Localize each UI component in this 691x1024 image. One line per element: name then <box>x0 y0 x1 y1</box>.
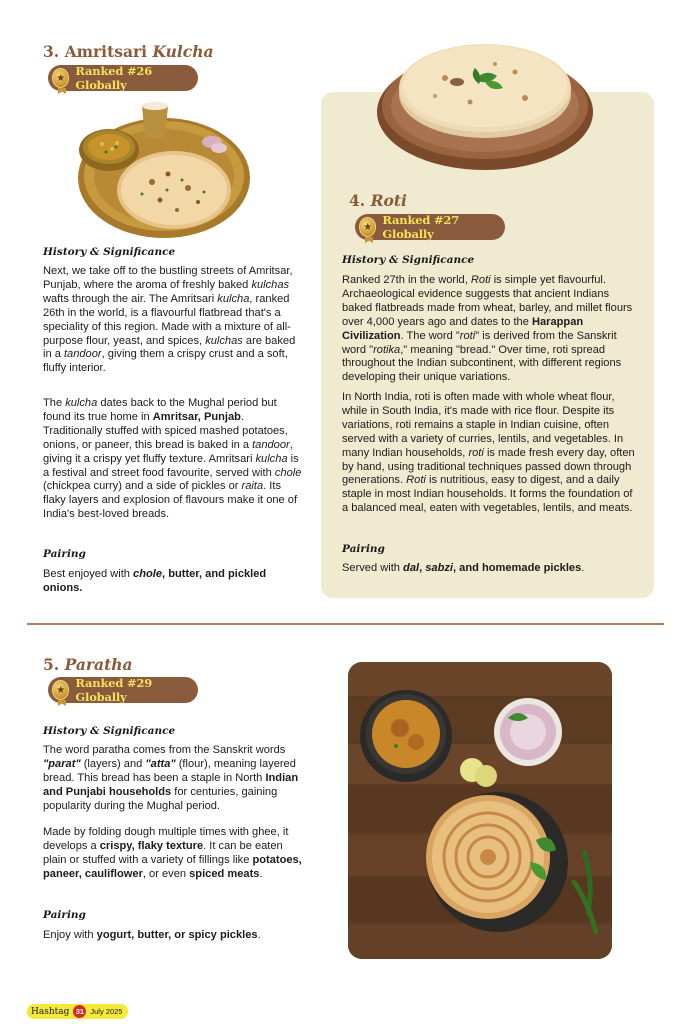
kulcha-thali-image <box>72 92 252 242</box>
text-run: is nutritious, easy to digest, and a daily staple in most Indian households. It forms the foundation of a balanced meal, eaten with vegetables, lentils, and meats. <box>342 474 633 515</box>
text-run: roti <box>468 446 484 459</box>
roti-history-paragraph-2 <box>342 391 638 516</box>
text-run: raita <box>241 480 264 493</box>
text-run: . <box>581 562 585 574</box>
text-run: chole <box>133 568 163 580</box>
text-run: kulchas <box>205 334 243 347</box>
paratha-rank-text: Ranked #29 Globally <box>75 676 153 704</box>
text-run: "parat" <box>43 757 81 770</box>
text-run: ," meaning "bread." Over time, roti spread throughout the Indian subcontinent, with different regions developing their unique variations. <box>342 343 622 384</box>
medal-icon: ★ <box>359 217 376 237</box>
paratha-history-paragraph-2 <box>43 826 305 882</box>
text-run: Ranked 27th in the world, <box>342 274 471 286</box>
kulcha-name-italic: Kulcha <box>152 42 214 61</box>
text-run: kulchas <box>251 278 290 291</box>
text-run: (flour), meaning layered bread. This bread has been a staple in North <box>43 757 296 784</box>
text-run: , giving it a crispy yet fluffy texture. Amritsari <box>43 438 293 465</box>
text-run: is made fresh every day, often by hand, using traditional techniques passed down through generations. <box>342 446 635 487</box>
text-run: chole <box>274 466 302 479</box>
roti-title <box>349 191 407 210</box>
text-run: . Traditionally stuffed with spiced mashed potatoes, onions, or paneer, this bread is baked in a <box>43 410 288 451</box>
medal-icon: ★ <box>52 68 69 88</box>
kulcha-number: 3. <box>43 42 60 61</box>
text-run: crispy, flaky texture <box>99 839 204 852</box>
text-run: The word paratha comes from the Sanskrit words <box>43 744 286 756</box>
medal-icon: ★ <box>52 680 69 700</box>
paratha-pairing-heading: Pairing <box>43 909 86 921</box>
paratha-name: Paratha <box>64 655 133 674</box>
footer-date: July 2025 <box>90 1007 123 1016</box>
paratha-history-paragraph-1 <box>43 744 305 814</box>
text-run: wafts through the air. The Amritsari <box>43 292 218 305</box>
paratha-title <box>43 655 133 674</box>
kulcha-history-heading: History & Significance <box>43 246 176 258</box>
text-run: potatoes, paneer, cauliflower <box>43 853 302 880</box>
kulcha-pairing-text <box>43 568 293 596</box>
text-run: yogurt, butter, or spicy pickles <box>96 929 258 941</box>
text-run: are baked in a <box>43 334 296 361</box>
text-run: Amritsar, Punjab <box>152 410 241 423</box>
text-run: tandoor <box>63 348 102 361</box>
text-run: Enjoy with <box>43 929 97 941</box>
text-run: kulcha <box>217 292 250 305</box>
roti-number: 4. <box>349 191 366 210</box>
text-run: Made by folding dough multiple times with ghee, it develops a <box>43 826 289 852</box>
text-run: tandoor <box>252 438 290 451</box>
text-run: . Its flaky layers and explosion of flavours make it one of India's best-loved breads. <box>43 480 298 521</box>
text-run: Harappan Civilization <box>342 315 584 342</box>
text-run: "atta" <box>145 757 176 770</box>
text-run: . <box>257 929 261 941</box>
text-run: . The word " <box>400 329 460 342</box>
text-run: kulcha <box>255 452 288 465</box>
text-run: . It can be eaten plain or stuffed with a variety of fillings like <box>43 839 283 866</box>
text-run: Roti <box>470 274 491 286</box>
paratha-rank-badge <box>48 677 198 703</box>
text-run: , or even <box>142 867 190 880</box>
text-run: rotika <box>373 343 401 356</box>
text-run: is simple yet flavourful. Archaeological evidence suggests that ancient Indians baked flatbreads made from wheat, barley, and millet flours over 4,000 years ago and dates to the <box>342 274 633 328</box>
text-run: dates back to the Mughal period but found its true home in <box>43 397 277 423</box>
text-run: is a festival and street food favourite, served with <box>43 452 299 479</box>
kulcha-pairing-heading: Pairing <box>43 548 86 560</box>
text-run: , <box>419 562 426 574</box>
text-run: , and homemade pickles <box>453 562 582 574</box>
text-run: (chickpea curry) and a side of pickles or <box>43 480 242 493</box>
roti-rank-badge <box>355 214 505 240</box>
text-run: In North India, roti is often made with whole wheat flour, while in South India, it's made with rice flour. Despite its variations, roti remains a staple in Indian cuisine, often served with a variety of curries, lentils, and vegetables. In many Indian households, <box>342 391 624 459</box>
section-divider <box>27 623 664 625</box>
text-run: , butter, and pickled onions. <box>43 568 267 594</box>
paratha-pairing-text <box>43 929 305 943</box>
roti-name: Roti <box>370 191 407 210</box>
kulcha-rank-text: Ranked #26 Globally <box>75 64 153 92</box>
paratha-history-heading: History & Significance <box>43 725 176 737</box>
roti-image <box>375 36 597 176</box>
kulcha-name: Amritsari <box>64 42 148 61</box>
text-run: for centuries, gaining popularity during the Mughal period. <box>43 785 278 812</box>
roti-pairing-heading: Pairing <box>342 543 385 555</box>
text-run: Indian and Punjabi households <box>43 771 299 798</box>
text-run: , giving them a crispy crust and a soft, fluffy interior. <box>43 348 288 375</box>
roti-pairing-text <box>342 562 638 576</box>
text-run: (layers) and <box>80 757 146 770</box>
kulcha-history-paragraph-1 <box>43 265 305 376</box>
text-run: dal <box>403 562 420 574</box>
kulcha-title <box>43 42 214 61</box>
text-run: roti <box>459 329 476 342</box>
kulcha-rank-badge <box>48 65 198 91</box>
text-run: sabzi <box>425 562 453 574</box>
text-run: kulcha <box>65 397 98 409</box>
text-run: , ranked 26th in the world, is a flavourful flatbread that's a speciality of this region. Made with a mixture of all-purpose flour, yeast, and spices, <box>43 292 291 347</box>
page-number: 31 <box>73 1005 86 1018</box>
text-run: Next, we take off to the bustling streets of Amritsar, Punjab, where the aroma of freshly baked <box>43 265 293 291</box>
kulcha-history-paragraph-2 <box>43 397 303 522</box>
text-run: spiced meats <box>189 867 260 880</box>
text-run: Roti <box>406 474 426 487</box>
text-run: . <box>259 867 263 880</box>
text-run: Served with <box>342 562 404 574</box>
text-run: Best enjoyed with <box>43 568 134 580</box>
text-run: " is derived from the Sanskrit word " <box>342 329 617 356</box>
paratha-number: 5. <box>43 655 60 674</box>
paratha-image <box>348 662 612 959</box>
footer-bar <box>27 1004 128 1019</box>
text-run: The <box>43 397 66 409</box>
roti-history-heading: History & Significance <box>342 254 475 266</box>
footer-logo: Hashtag <box>31 1006 70 1017</box>
roti-rank-text: Ranked #27 Globally <box>382 213 460 241</box>
roti-history-paragraph-1 <box>342 274 638 385</box>
